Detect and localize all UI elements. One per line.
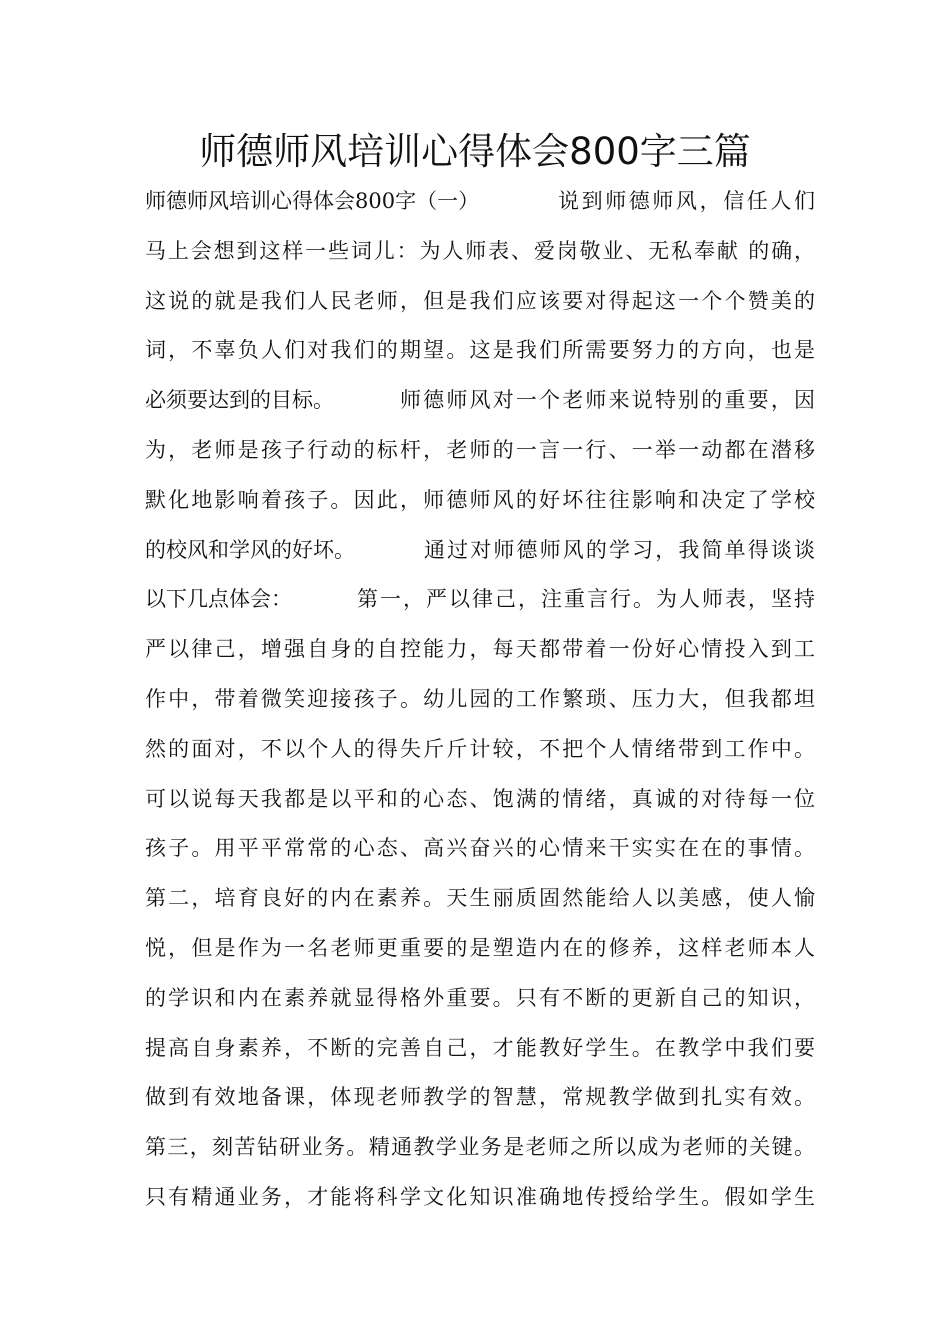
document-title: 师德师风培训心得体会800字三篇 — [199, 130, 751, 173]
body-line — [145, 1028, 835, 1068]
body-line — [145, 828, 835, 868]
body-line — [145, 779, 835, 819]
body-line — [145, 281, 835, 321]
body-line-text: 严以律己，增强自身的自控能力，每天都带着一份好心情投入到工 — [145, 637, 818, 662]
body-line-text: 然的面对，不以个人的得失斤斤计较，不把个人情绪带到工作中。 — [145, 736, 818, 761]
body-line-text: 必须要达到的目标。 — [145, 388, 334, 413]
body-line — [145, 579, 835, 619]
body-line — [145, 181, 835, 221]
body-line-text: 马上会想到这样一些词儿：为人师表、爱岗敬业、无私奉献 的确， — [145, 238, 817, 263]
body-line-text: 为，老师是孩子行动的标杆，老师的一言一行、一举一动都在潜移 — [145, 438, 818, 462]
body-line — [145, 530, 835, 570]
body-line-text-continued: 说到师德师风，信任人们 — [558, 189, 818, 213]
body-line — [145, 430, 835, 470]
body-line-text: 的校风和学风的好坏。 — [145, 537, 355, 562]
body-line-text: 以下几点体会： — [145, 587, 292, 612]
body-line-text: 提高自身素养，不断的完善自己，才能教好学生。在教学中我们要 — [145, 1035, 818, 1060]
body-line-text: 可以说每天我都是以平和的心态、饱满的情绪，真诚的对待每一位 — [145, 786, 818, 811]
body-line — [145, 1127, 835, 1167]
body-line-text: 只有精通业务，才能将科学文化知识准确地传授给学生。假如学生 — [145, 1185, 818, 1209]
body-line — [145, 330, 835, 370]
body-line-text: 孩子。用平平常常的心态、高兴奋兴的心情来干实实在在的事情。 — [145, 836, 818, 861]
body-line-text: 词，不辜负人们对我们的期望。这是我们所需要努力的方向，也是 — [145, 338, 818, 363]
body-line — [145, 928, 835, 968]
body-line-text-continued: 通过对师德师风的学习，我简单得谈谈 — [424, 537, 818, 562]
body-line-text-continued: 第一，严以律己，注重言行。为人师表，坚持 — [357, 587, 817, 612]
body-line — [145, 679, 835, 719]
body-line — [145, 480, 835, 520]
body-line-text: 第二，培育良好的内在素养。天生丽质固然能给人以美感，使人愉 — [145, 886, 818, 911]
body-line-text: 做到有效地备课，体现老师教学的智慧，常规教学做到扎实有效。 — [145, 1085, 818, 1110]
body-line — [145, 1177, 835, 1217]
body-line — [145, 231, 835, 271]
body-line-text: 这说的就是我们人民老师，但是我们应该要对得起这一个个赞美的 — [145, 288, 818, 313]
body-line-text: 的学识和内在素养就显得格外重要。只有不断的更新自己的知识， — [145, 985, 818, 1010]
body-line-text: 作中，带着微笑迎接孩子。幼儿园的工作繁琐、压力大，但我都坦 — [145, 687, 818, 711]
body-line-text: 第三，刻苦钻研业务。精通教学业务是老师之所以成为老师的关键。 — [145, 1135, 817, 1160]
body-line-text: 悦，但是作为一名老师更重要的是塑造内在的修养，这样老师本人 — [145, 936, 818, 960]
body-line — [145, 629, 835, 669]
body-line-text: 师德师风培训心得体会800字（一） — [145, 189, 480, 213]
body-line-text: 默化地影响着孩子。因此，师德师风的好坏往往影响和决定了学校 — [145, 487, 818, 512]
body-line-text-continued: 师德师风对一个老师来说特别的重要，因 — [400, 388, 818, 413]
body-line — [145, 380, 835, 420]
body-line — [145, 729, 835, 769]
body-line — [145, 878, 835, 918]
body-line — [145, 978, 835, 1018]
body-line — [145, 1077, 835, 1117]
